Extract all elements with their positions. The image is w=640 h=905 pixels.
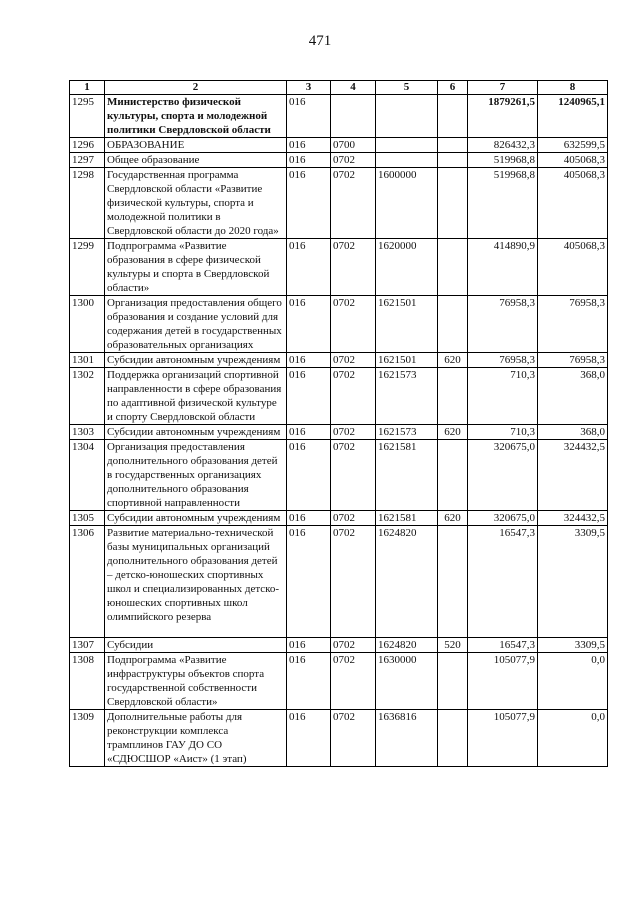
row-name: Государственная программа Свердловской области «Развитие физической культуры, спорта и молодежной политики в Свердловской области до 2020 года» [105, 168, 287, 239]
amount-col8: 3309,5 [538, 638, 608, 653]
table-row [70, 138, 608, 153]
table-row [70, 440, 608, 511]
expense-type-code: 620 [438, 511, 468, 526]
amount-col7: 320675,0 [468, 440, 538, 511]
department-code: 016 [287, 638, 331, 653]
amount-col8: 1240965,1 [538, 95, 608, 138]
row-number: 1296 [70, 138, 105, 153]
amount-col7: 519968,8 [468, 168, 538, 239]
page-number: 471 [308, 33, 332, 49]
target-code: 1621501 [376, 353, 438, 368]
table-header-row [70, 81, 608, 95]
section-code: 0702 [331, 638, 376, 653]
budget-table [69, 80, 608, 767]
row-number: 1297 [70, 153, 105, 168]
column-header: 7 [468, 81, 538, 95]
amount-col8: 3309,5 [538, 526, 608, 638]
department-code: 016 [287, 440, 331, 511]
amount-col8: 368,0 [538, 425, 608, 440]
target-code: 1636816 [376, 710, 438, 767]
row-name: Субсидии [105, 638, 287, 653]
target-code: 1600000 [376, 168, 438, 239]
amount-col7: 76958,3 [468, 296, 538, 353]
row-number: 1307 [70, 638, 105, 653]
row-name: Поддержка организаций спортивной направленности в сфере образования по адаптивной физической культуре и спорту Свердловской области [105, 368, 287, 425]
amount-col7: 826432,3 [468, 138, 538, 153]
column-header: 1 [70, 81, 105, 95]
row-name: Общее образование [105, 153, 287, 168]
row-number: 1301 [70, 353, 105, 368]
expense-type-code [438, 138, 468, 153]
expense-type-code [438, 653, 468, 710]
row-name: Подпрограмма «Развитие образования в сфере физической культуры и спорта в Свердловской области» [105, 239, 287, 296]
row-number: 1298 [70, 168, 105, 239]
department-code: 016 [287, 710, 331, 767]
target-code: 1621501 [376, 296, 438, 353]
amount-col7: 105077,9 [468, 653, 538, 710]
row-number: 1303 [70, 425, 105, 440]
row-name: Организация предоставления общего образования и создание условий для содержания детей в государственных образовательных организациях [105, 296, 287, 353]
section-code: 0702 [331, 239, 376, 296]
section-code: 0702 [331, 511, 376, 526]
table-row [70, 638, 608, 653]
section-code: 0702 [331, 368, 376, 425]
section-code: 0700 [331, 138, 376, 153]
row-name: ОБРАЗОВАНИЕ [105, 138, 287, 153]
column-header: 5 [376, 81, 438, 95]
department-code: 016 [287, 95, 331, 138]
amount-col7: 16547,3 [468, 638, 538, 653]
row-number: 1309 [70, 710, 105, 767]
department-code: 016 [287, 653, 331, 710]
row-name: Подпрограмма «Развитие инфраструктуры объектов спорта государственной собственности Свердловской области» [105, 653, 287, 710]
expense-type-code [438, 368, 468, 425]
expense-type-code: 520 [438, 638, 468, 653]
column-header: 6 [438, 81, 468, 95]
department-code: 016 [287, 368, 331, 425]
department-code: 016 [287, 296, 331, 353]
row-name: Субсидии автономным учреждениям [105, 425, 287, 440]
department-code: 016 [287, 168, 331, 239]
table-row [70, 153, 608, 168]
target-code: 1630000 [376, 653, 438, 710]
expense-type-code [438, 95, 468, 138]
row-name: Организация предоставления дополнительного образования детей в государственных организациях дополнительного образования спортивной направленности [105, 440, 287, 511]
section-code: 0702 [331, 168, 376, 239]
expense-type-code: 620 [438, 425, 468, 440]
row-number: 1302 [70, 368, 105, 425]
column-header: 3 [287, 81, 331, 95]
section-code: 0702 [331, 153, 376, 168]
table-row [70, 95, 608, 138]
table-row [70, 168, 608, 239]
row-name: Субсидии автономным учреждениям [105, 353, 287, 368]
expense-type-code [438, 168, 468, 239]
table-row [70, 239, 608, 296]
row-name: Субсидии автономным учреждениям [105, 511, 287, 526]
target-code: 1624820 [376, 526, 438, 638]
target-code: 1620000 [376, 239, 438, 296]
section-code: 0702 [331, 526, 376, 638]
table-row [70, 425, 608, 440]
row-name: Дополнительные работы для реконструкции комплекса трамплинов ГАУ ДО СО «СДЮСШОР «Аист» (1 этап) [105, 710, 287, 767]
target-code: 1621581 [376, 511, 438, 526]
target-code [376, 138, 438, 153]
row-number: 1300 [70, 296, 105, 353]
department-code: 016 [287, 511, 331, 526]
department-code: 016 [287, 425, 331, 440]
amount-col8: 76958,3 [538, 296, 608, 353]
column-header: 2 [105, 81, 287, 95]
amount-col8: 405068,3 [538, 168, 608, 239]
table-row [70, 353, 608, 368]
column-header: 4 [331, 81, 376, 95]
department-code: 016 [287, 153, 331, 168]
section-code: 0702 [331, 653, 376, 710]
department-code: 016 [287, 138, 331, 153]
expense-type-code [438, 296, 468, 353]
target-code: 1621573 [376, 425, 438, 440]
row-number: 1308 [70, 653, 105, 710]
amount-col8: 0,0 [538, 710, 608, 767]
amount-col7: 76958,3 [468, 353, 538, 368]
section-code: 0702 [331, 296, 376, 353]
amount-col7: 710,3 [468, 368, 538, 425]
target-code [376, 95, 438, 138]
table-row [70, 511, 608, 526]
row-number: 1304 [70, 440, 105, 511]
row-name: Министерство физической культуры, спорта и молодежной политики Свердловской области [105, 95, 287, 138]
amount-col8: 632599,5 [538, 138, 608, 153]
amount-col8: 368,0 [538, 368, 608, 425]
amount-col8: 324432,5 [538, 511, 608, 526]
section-code: 0702 [331, 353, 376, 368]
table-row [70, 710, 608, 767]
column-header: 8 [538, 81, 608, 95]
target-code: 1621581 [376, 440, 438, 511]
section-code [331, 95, 376, 138]
amount-col8: 76958,3 [538, 353, 608, 368]
department-code: 016 [287, 526, 331, 638]
row-name: Развитие материально-технической базы муниципальных организаций дополнительного образования детей – детско-юношеских спортивных школ и специализированных детско-юношеских спортивных школ олимпийского резерва [105, 526, 287, 638]
row-number: 1299 [70, 239, 105, 296]
expense-type-code [438, 440, 468, 511]
amount-col7: 16547,3 [468, 526, 538, 638]
table-row [70, 368, 608, 425]
target-code: 1621573 [376, 368, 438, 425]
department-code: 016 [287, 353, 331, 368]
amount-col8: 405068,3 [538, 153, 608, 168]
expense-type-code [438, 526, 468, 638]
section-code: 0702 [331, 440, 376, 511]
amount-col7: 710,3 [468, 425, 538, 440]
row-number: 1306 [70, 526, 105, 638]
section-code: 0702 [331, 710, 376, 767]
table-row [70, 653, 608, 710]
row-number: 1295 [70, 95, 105, 138]
target-code [376, 153, 438, 168]
row-number: 1305 [70, 511, 105, 526]
section-code: 0702 [331, 425, 376, 440]
amount-col7: 1879261,5 [468, 95, 538, 138]
target-code: 1624820 [376, 638, 438, 653]
amount-col7: 105077,9 [468, 710, 538, 767]
expense-type-code: 620 [438, 353, 468, 368]
table-row [70, 296, 608, 353]
amount-col7: 320675,0 [468, 511, 538, 526]
amount-col7: 414890,9 [468, 239, 538, 296]
expense-type-code [438, 710, 468, 767]
table-row [70, 526, 608, 638]
amount-col8: 0,0 [538, 653, 608, 710]
expense-type-code [438, 153, 468, 168]
expense-type-code [438, 239, 468, 296]
department-code: 016 [287, 239, 331, 296]
amount-col7: 519968,8 [468, 153, 538, 168]
amount-col8: 324432,5 [538, 440, 608, 511]
amount-col8: 405068,3 [538, 239, 608, 296]
